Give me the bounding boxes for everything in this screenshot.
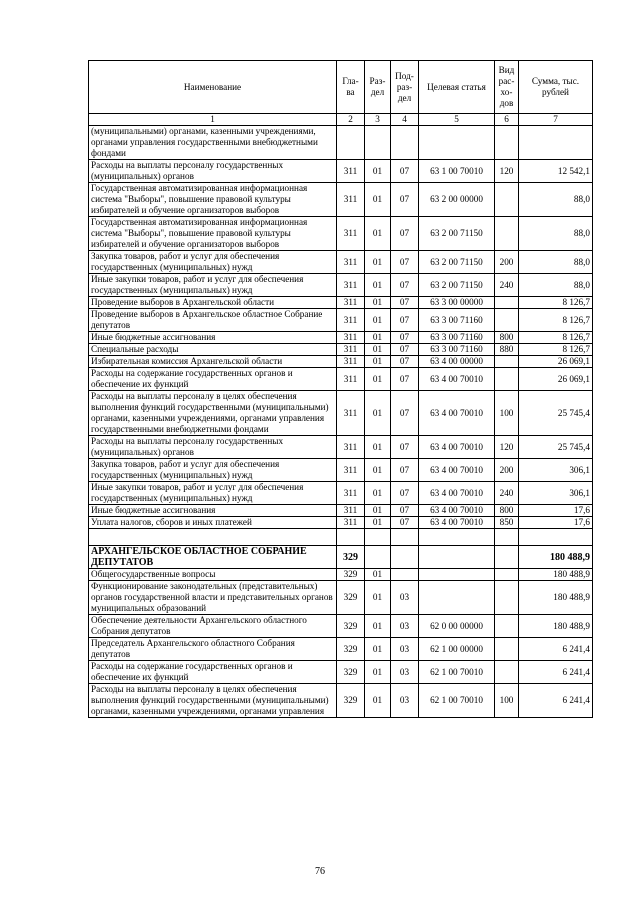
- cell-p: 03: [391, 661, 419, 684]
- table-row: [89, 684, 593, 718]
- cell-s: 180 488,9: [519, 615, 593, 638]
- cell-t: 63 3 00 71160: [419, 332, 495, 344]
- table-row: [89, 344, 593, 356]
- cell-s: 180 488,9: [519, 581, 593, 615]
- cell-r: 01: [365, 183, 391, 217]
- cell-s: 17,6: [519, 505, 593, 517]
- cell-name: Проведение выборов в Архангельское областное Собрание депутатов: [89, 309, 337, 332]
- cell-r: 01: [365, 615, 391, 638]
- cell-p: 07: [391, 391, 419, 436]
- cell-t: 63 2 00 00000: [419, 183, 495, 217]
- cell-name: Специальные расходы: [89, 344, 337, 356]
- table-row: [89, 356, 593, 368]
- cell-g: 329: [337, 569, 365, 581]
- cell-p: 07: [391, 517, 419, 529]
- cell-t: 63 4 00 70010: [419, 517, 495, 529]
- header-podrazdel: Под-раз-дел: [391, 61, 419, 114]
- table-row: [89, 368, 593, 391]
- table-row: [89, 482, 593, 505]
- cell-v: 800: [495, 505, 519, 517]
- cell-name: Расходы на содержание государственных органов и обеспечение их функций: [89, 368, 337, 391]
- cell-p: 07: [391, 183, 419, 217]
- cell-g: 311: [337, 459, 365, 482]
- cell-t: 63 2 00 71150: [419, 274, 495, 297]
- cell-s: 180 488,9: [519, 569, 593, 581]
- cell-r: 01: [365, 356, 391, 368]
- cell-g: 311: [337, 183, 365, 217]
- cell-p: 07: [391, 160, 419, 183]
- cell-t: 63 4 00 70010: [419, 459, 495, 482]
- cell-name: Избирательная комиссия Архангельской области: [89, 356, 337, 368]
- cell-r: 01: [365, 436, 391, 459]
- cell-g: [337, 126, 365, 160]
- cell-s: 8 126,7: [519, 332, 593, 344]
- cell-v: 120: [495, 160, 519, 183]
- cell-v: [495, 546, 519, 569]
- cell-t: 63 4 00 00000: [419, 356, 495, 368]
- cell-name: Председатель Архангельского областного Собрания депутатов: [89, 638, 337, 661]
- cell-s: 6 241,4: [519, 684, 593, 718]
- header-glava: Гла-ва: [337, 61, 365, 114]
- cell-v: [495, 297, 519, 309]
- cell-v: 100: [495, 391, 519, 436]
- cell-v: [495, 126, 519, 160]
- cell-p: 03: [391, 615, 419, 638]
- cell-g: 311: [337, 297, 365, 309]
- cell-v: 240: [495, 482, 519, 505]
- table-row: [89, 309, 593, 332]
- cell-r: 01: [365, 517, 391, 529]
- cell-name: Закупка товаров, работ и услуг для обеспечения государственных (муниципальных) нужд: [89, 251, 337, 274]
- cell-s: 8 126,7: [519, 344, 593, 356]
- cell-p: [391, 569, 419, 581]
- cell-v: [495, 217, 519, 251]
- cell-t: [419, 569, 495, 581]
- cell-r: 01: [365, 459, 391, 482]
- cell-g: 311: [337, 332, 365, 344]
- cell-v: [495, 661, 519, 684]
- cell-r: 01: [365, 581, 391, 615]
- cell-s: 25 745,4: [519, 391, 593, 436]
- cell-r: 01: [365, 251, 391, 274]
- cell-g: 311: [337, 391, 365, 436]
- cell-s: 306,1: [519, 482, 593, 505]
- cell-g: 311: [337, 274, 365, 297]
- cell-v: 240: [495, 274, 519, 297]
- cell-r: 01: [365, 309, 391, 332]
- cell-s: 12 542,1: [519, 160, 593, 183]
- cell-name: Иные закупки товаров, работ и услуг для обеспечения государственных (муниципальных) нужд: [89, 274, 337, 297]
- header-vid: Вид рас-хо-дов: [495, 61, 519, 114]
- cell-name: (муниципальными) органами, казенными учреждениями, органами управления государственными внебюджетными фондами: [89, 126, 337, 160]
- col-num: 4: [391, 114, 419, 126]
- cell-s: 180 488,9: [519, 546, 593, 569]
- table-row: [89, 160, 593, 183]
- cell-name: АРХАНГЕЛЬСКОЕ ОБЛАСТНОЕ СОБРАНИЕ ДЕПУТАТОВ: [89, 546, 337, 569]
- cell-p: 07: [391, 217, 419, 251]
- cell-g: 329: [337, 638, 365, 661]
- cell-t: 63 2 00 71150: [419, 251, 495, 274]
- header-target: Целевая статья: [419, 61, 495, 114]
- table-row: [89, 529, 593, 546]
- cell-g: 311: [337, 517, 365, 529]
- table-body: [89, 126, 593, 718]
- cell-p: 07: [391, 505, 419, 517]
- cell-p: 07: [391, 297, 419, 309]
- cell-v: 850: [495, 517, 519, 529]
- table-row: [89, 581, 593, 615]
- cell-p: 07: [391, 356, 419, 368]
- cell-s: 25 745,4: [519, 436, 593, 459]
- cell-v: 100: [495, 684, 519, 718]
- cell-v: [495, 569, 519, 581]
- cell-s: 88,0: [519, 183, 593, 217]
- cell-t: 63 2 00 71150: [419, 217, 495, 251]
- cell-s: 88,0: [519, 274, 593, 297]
- table-row: [89, 217, 593, 251]
- cell-t: 62 1 00 70010: [419, 684, 495, 718]
- table-row: [89, 126, 593, 160]
- column-number-row: [89, 114, 593, 126]
- cell-p: [391, 126, 419, 160]
- cell-t: [419, 546, 495, 569]
- cell-p: [391, 546, 419, 569]
- cell-name: Расходы на содержание государственных органов и обеспечение их функций: [89, 661, 337, 684]
- cell-r: 01: [365, 569, 391, 581]
- cell-p: 03: [391, 638, 419, 661]
- cell-p: 07: [391, 309, 419, 332]
- cell-t: 63 4 00 70010: [419, 482, 495, 505]
- cell-t: 63 4 00 70010: [419, 391, 495, 436]
- cell-r: 01: [365, 684, 391, 718]
- cell-r: 01: [365, 638, 391, 661]
- cell-v: [495, 183, 519, 217]
- cell-v: [495, 529, 519, 546]
- cell-v: 200: [495, 459, 519, 482]
- cell-p: 07: [391, 274, 419, 297]
- table-row: [89, 505, 593, 517]
- cell-s: 88,0: [519, 251, 593, 274]
- table-row: [89, 183, 593, 217]
- cell-name: Расходы на выплаты персоналу в целях обеспечения выполнения функций государственными (муниципальными) органами, казенными учреждениями, органами управления: [89, 684, 337, 718]
- header-name: Наименование: [89, 61, 337, 114]
- table-row: [89, 546, 593, 569]
- cell-s: 17,6: [519, 517, 593, 529]
- table-row: [89, 459, 593, 482]
- cell-g: 311: [337, 217, 365, 251]
- cell-g: 329: [337, 661, 365, 684]
- budget-table: [88, 60, 593, 718]
- cell-r: [365, 546, 391, 569]
- table-row: [89, 569, 593, 581]
- header-razdel: Раз-дел: [365, 61, 391, 114]
- cell-name: Уплата налогов, сборов и иных платежей: [89, 517, 337, 529]
- cell-r: 01: [365, 344, 391, 356]
- cell-r: [365, 529, 391, 546]
- cell-v: [495, 615, 519, 638]
- cell-r: 01: [365, 297, 391, 309]
- cell-s: 8 126,7: [519, 297, 593, 309]
- cell-name: [89, 529, 337, 546]
- cell-name: Закупка товаров, работ и услуг для обеспечения государственных (муниципальных) нужд: [89, 459, 337, 482]
- cell-t: 63 4 00 70010: [419, 368, 495, 391]
- cell-v: 120: [495, 436, 519, 459]
- cell-name: Иные бюджетные ассигнования: [89, 505, 337, 517]
- cell-t: 63 4 00 70010: [419, 505, 495, 517]
- cell-g: 311: [337, 482, 365, 505]
- col-num: 7: [519, 114, 593, 126]
- cell-name: Проведение выборов в Архангельской области: [89, 297, 337, 309]
- cell-g: 311: [337, 344, 365, 356]
- cell-r: 01: [365, 391, 391, 436]
- table-row: [89, 436, 593, 459]
- cell-t: 62 1 00 00000: [419, 638, 495, 661]
- cell-t: 62 0 00 00000: [419, 615, 495, 638]
- col-num: 3: [365, 114, 391, 126]
- cell-r: 01: [365, 160, 391, 183]
- cell-p: 07: [391, 459, 419, 482]
- cell-s: [519, 529, 593, 546]
- col-num: 6: [495, 114, 519, 126]
- table-row: [89, 251, 593, 274]
- cell-name: Иные закупки товаров, работ и услуг для обеспечения государственных (муниципальных) нужд: [89, 482, 337, 505]
- cell-r: 01: [365, 505, 391, 517]
- cell-g: 311: [337, 356, 365, 368]
- cell-g: 329: [337, 546, 365, 569]
- cell-t: 63 1 00 70010: [419, 160, 495, 183]
- cell-name: Общегосударственные вопросы: [89, 569, 337, 581]
- cell-r: [365, 126, 391, 160]
- cell-t: [419, 581, 495, 615]
- cell-g: 311: [337, 251, 365, 274]
- cell-v: [495, 581, 519, 615]
- table-row: [89, 517, 593, 529]
- cell-s: 26 069,1: [519, 356, 593, 368]
- col-num: 5: [419, 114, 495, 126]
- cell-p: [391, 529, 419, 546]
- cell-s: 306,1: [519, 459, 593, 482]
- cell-s: 88,0: [519, 217, 593, 251]
- cell-t: [419, 126, 495, 160]
- cell-v: [495, 356, 519, 368]
- header-sum: Сумма, тыс. рублей: [519, 61, 593, 114]
- cell-name: Обеспечение деятельности Архангельского областного Собрания депутатов: [89, 615, 337, 638]
- cell-s: 6 241,4: [519, 638, 593, 661]
- cell-g: [337, 529, 365, 546]
- cell-p: 07: [391, 368, 419, 391]
- cell-r: 01: [365, 368, 391, 391]
- cell-v: [495, 309, 519, 332]
- cell-s: [519, 126, 593, 160]
- cell-s: 8 126,7: [519, 309, 593, 332]
- cell-g: 311: [337, 505, 365, 517]
- cell-s: 26 069,1: [519, 368, 593, 391]
- cell-r: 01: [365, 274, 391, 297]
- cell-g: 311: [337, 309, 365, 332]
- table-row: [89, 638, 593, 661]
- cell-p: 07: [391, 332, 419, 344]
- cell-t: 63 4 00 70010: [419, 436, 495, 459]
- cell-r: 01: [365, 661, 391, 684]
- cell-name: Расходы на выплаты персоналу государственных (муниципальных) органов: [89, 160, 337, 183]
- table-row: [89, 615, 593, 638]
- cell-p: 07: [391, 251, 419, 274]
- cell-t: 62 1 00 70010: [419, 661, 495, 684]
- cell-g: 329: [337, 581, 365, 615]
- cell-p: 03: [391, 684, 419, 718]
- cell-g: 311: [337, 160, 365, 183]
- table-row: [89, 391, 593, 436]
- cell-r: 01: [365, 482, 391, 505]
- cell-t: [419, 529, 495, 546]
- cell-name: Расходы на выплаты персоналу государственных (муниципальных) органов: [89, 436, 337, 459]
- cell-name: Государственная автоматизированная информационная система "Выборы", повышение правовой культуры избирателей и обучение организаторов выборов: [89, 217, 337, 251]
- cell-name: Государственная автоматизированная информационная система "Выборы", повышение правовой культуры избирателей и обучение организаторов выборов: [89, 183, 337, 217]
- cell-r: 01: [365, 332, 391, 344]
- cell-v: 880: [495, 344, 519, 356]
- page-number: 76: [315, 866, 325, 877]
- cell-v: 200: [495, 251, 519, 274]
- cell-name: Функционирование законодательных (представительных) органов государственной власти и представительных органов муниципальных образований: [89, 581, 337, 615]
- cell-g: 329: [337, 684, 365, 718]
- cell-s: 6 241,4: [519, 661, 593, 684]
- col-num: 1: [89, 114, 337, 126]
- cell-p: 07: [391, 436, 419, 459]
- cell-g: 329: [337, 615, 365, 638]
- cell-p: 03: [391, 581, 419, 615]
- cell-v: [495, 368, 519, 391]
- cell-g: 311: [337, 436, 365, 459]
- table-row: [89, 332, 593, 344]
- cell-name: Расходы на выплаты персоналу в целях обеспечения выполнения функций государственными (муниципальными) органами, казенными учреждениями, органами управления государственными внебюджетными фондами: [89, 391, 337, 436]
- cell-v: 800: [495, 332, 519, 344]
- cell-p: 07: [391, 482, 419, 505]
- cell-g: 311: [337, 368, 365, 391]
- table-row: [89, 297, 593, 309]
- header-row: [89, 61, 593, 114]
- table-row: [89, 274, 593, 297]
- cell-p: 07: [391, 344, 419, 356]
- cell-name: Иные бюджетные ассигнования: [89, 332, 337, 344]
- table-row: [89, 661, 593, 684]
- cell-t: 63 3 00 71160: [419, 344, 495, 356]
- col-num: 2: [337, 114, 365, 126]
- cell-r: 01: [365, 217, 391, 251]
- cell-v: [495, 638, 519, 661]
- cell-t: 63 3 00 00000: [419, 297, 495, 309]
- cell-t: 63 3 00 71160: [419, 309, 495, 332]
